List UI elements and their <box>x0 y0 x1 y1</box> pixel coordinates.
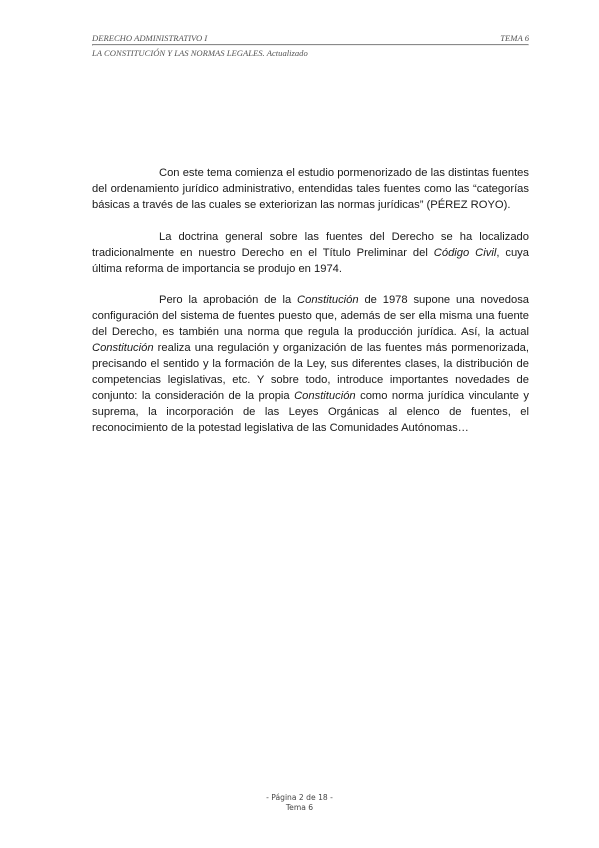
header-rule <box>92 44 529 46</box>
constitucion-emphasis-3: Constitución <box>294 389 356 402</box>
header-subtitle: LA CONSTITUCIÓN Y LAS NORMAS LEGALES. Actualizado <box>92 48 308 58</box>
paragraph-2-text-a: La doctrina general sobre las fuentes del Derecho se ha localizado tradicionalmente en nuestro Derecho en el Título Preliminar del <box>92 230 529 259</box>
paragraph-3-text-c: realiza una regulación y organización de las fuentes más pormenorizada, precisando el sentido y la formación de la Ley, sus diferentes clases, la distribución de competencias legislativas, etc. Y sobre todo, introduce importantes novedades de conjunto: la consideración de la propia <box>92 342 529 402</box>
constitucion-emphasis-1: Constitución <box>297 294 359 307</box>
paragraph-1 <box>92 166 529 214</box>
topic-label: TEMA 6 <box>500 33 529 43</box>
paragraph-2 <box>92 230 529 278</box>
course-title: DERECHO ADMINISTRATIVO I <box>92 33 208 43</box>
paragraph-1-text: Con este tema comienza el estudio pormenorizado de las distintas fuentes del ordenamiento jurídico administrativo, entendidas tales fuentes como las “categorías básicas a través de las cuales se exteriorizan las normas jurídicas” (PÉREZ ROYO). <box>92 167 529 211</box>
page-number: - Página 2 de 18 - <box>266 793 333 802</box>
constitucion-emphasis-2: Constitución <box>92 342 154 355</box>
codigo-civil-emphasis: Código Civil <box>433 246 497 259</box>
paragraph-3-text-a: Pero la aprobación de la <box>159 294 298 307</box>
page-header <box>92 33 529 59</box>
paragraph-3-text-d: como norma jurídica vinculante y suprema, la incorporación de las Leyes Orgánicas al elenco de fuentes, el reconocimiento de la potestad legislativa de las Comunidades Autónomas… <box>92 389 529 434</box>
page-footer <box>0 793 599 813</box>
document-body <box>92 166 529 453</box>
footer-topic: Tema 6 <box>285 803 314 812</box>
paragraph-2-text-b: , cuya última reforma de importancia se produjo en 1974. <box>92 246 529 275</box>
header-top-row <box>92 33 529 44</box>
paragraph-3 <box>92 293 529 436</box>
paragraph-3-text-b: de 1978 supone una novedosa configuración del sistema de fuentes puesto que, además de ser ella misma una fuente del Derecho, es también una norma que regula la producción jurídica. Así, la actual <box>92 294 530 339</box>
